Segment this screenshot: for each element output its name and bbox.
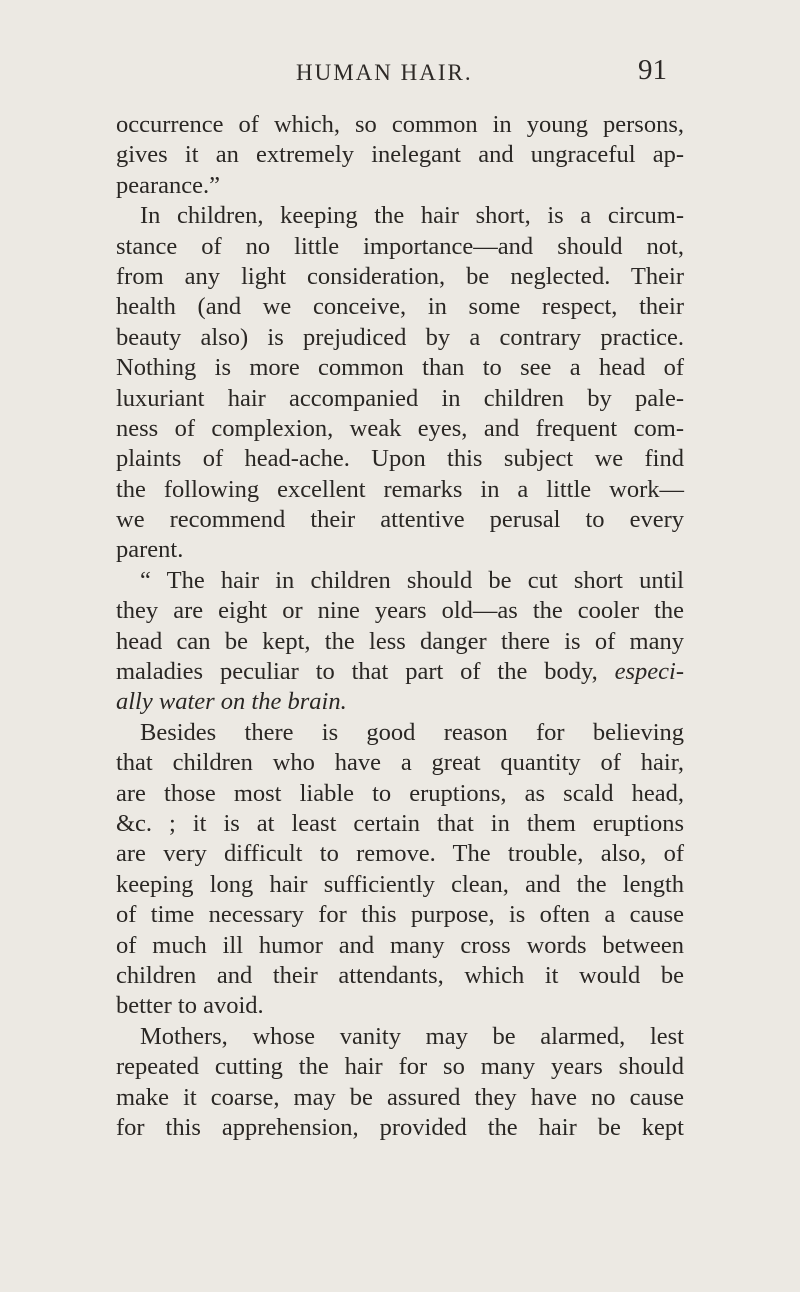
text-line-roman: children and their attendants, which it would be: [116, 961, 684, 989]
text-line: [116, 140, 684, 170]
text-line-roman: are those most liable to eruptions, as scald head,: [116, 779, 684, 807]
text-line-roman: that children who have a great quantity of hair,: [116, 749, 684, 777]
text-line: [116, 475, 684, 505]
text-line-roman: they are eight or nine years old—as the cooler the: [116, 597, 684, 625]
running-head: [0, 54, 800, 90]
text-line-italic: especi-: [614, 658, 685, 686]
text-line-roman: Mothers, whose vanity may be alarmed, lest: [140, 1022, 684, 1050]
text-line-roman: stance of no little importance—and should not,: [116, 232, 684, 260]
text-line-roman: better to avoid.: [116, 992, 264, 1020]
text-line: [116, 748, 684, 778]
text-line: [116, 323, 684, 353]
text-line-roman: we recommend their attentive perusal to every: [116, 506, 684, 534]
text-line: [116, 1052, 684, 1082]
text-line: [116, 931, 684, 961]
text-line: [116, 1022, 684, 1052]
text-line: [116, 414, 684, 444]
text-line-roman: of time necessary for this purpose, is often a cause: [116, 901, 684, 929]
text-line: [116, 596, 684, 626]
text-line-roman: from any light consideration, be neglected. Their: [116, 262, 684, 290]
text-line-roman: parent.: [116, 536, 184, 564]
text-line: [116, 657, 684, 687]
text-line-roman: occurrence of which, so common in young persons,: [116, 111, 684, 138]
text-line: [116, 870, 684, 900]
text-line-roman: keeping long hair sufficiently clean, and the length: [116, 870, 684, 898]
text-line-roman: are very difficult to remove. The trouble, also, of: [116, 840, 684, 868]
text-line: [116, 353, 684, 383]
body-text: [116, 110, 684, 1143]
text-line-roman: head can be kept, the less danger there is of many: [116, 627, 684, 655]
text-line: [116, 809, 684, 839]
text-line-roman: luxuriant hair accompanied in children by pale-: [116, 384, 684, 412]
text-line: [116, 627, 684, 657]
text-line: [116, 262, 684, 292]
text-line-roman: pearance.”: [116, 171, 221, 199]
text-line: [116, 444, 684, 474]
text-line: [116, 687, 684, 717]
text-line: [116, 1113, 684, 1143]
text-line-roman: In children, keeping the hair short, is a circum-: [140, 202, 684, 230]
text-line: [116, 839, 684, 869]
text-line-roman: “ The hair in children should be cut short until: [140, 566, 684, 594]
text-line: [116, 171, 684, 201]
text-line: [116, 779, 684, 809]
page-number: 91: [638, 54, 667, 86]
text-line: [116, 232, 684, 262]
text-line-roman: plaints of head-ache. Upon this subject we find: [116, 445, 684, 473]
text-line: [116, 535, 684, 565]
text-line: [116, 900, 684, 930]
running-title: HUMAN HAIR.: [296, 60, 473, 85]
text-line-roman: make it coarse, may be assured they have no cause: [116, 1083, 684, 1111]
text-line: [116, 566, 684, 596]
text-line-roman: &c. ; it is at least certain that in them eruptions: [116, 809, 684, 837]
text-line-italic: ally water on the brain.: [116, 688, 347, 716]
text-line: [116, 201, 684, 231]
text-line-roman: of much ill humor and many cross words between: [116, 931, 684, 959]
text-line-roman: Nothing is more common than to see a head of: [116, 354, 684, 382]
text-line: [116, 292, 684, 322]
text-line-roman: repeated cutting the hair for so many years should: [116, 1053, 684, 1081]
text-line-roman: the following excellent remarks in a little work—: [116, 475, 684, 503]
text-line: [116, 110, 684, 140]
text-line-roman: maladies peculiar to that part of the body,: [116, 658, 598, 686]
text-line: [116, 384, 684, 414]
text-line-roman: beauty also) is prejudiced by a contrary practice.: [116, 323, 684, 351]
text-line: [116, 1083, 684, 1113]
text-line-roman: gives it an extremely inelegant and ungraceful ap-: [116, 141, 684, 169]
text-line-roman: health (and we conceive, in some respect, their: [116, 293, 684, 321]
text-line-roman: ness of complexion, weak eyes, and frequent com-: [116, 414, 684, 442]
text-line: [116, 718, 684, 748]
text-line: [116, 961, 684, 991]
text-line-roman: Besides there is good reason for believing: [140, 718, 684, 746]
text-line: [116, 991, 684, 1021]
text-line-roman: for this apprehension, provided the hair be kept: [116, 1113, 684, 1141]
text-line: [116, 505, 684, 535]
